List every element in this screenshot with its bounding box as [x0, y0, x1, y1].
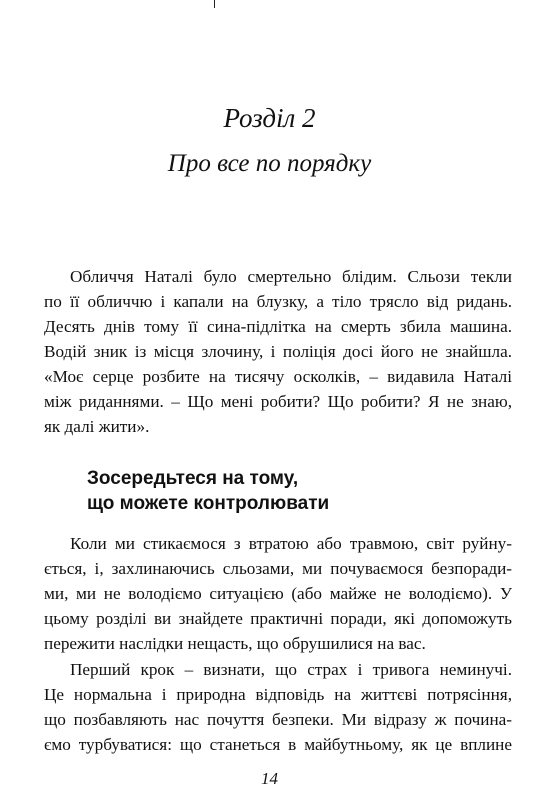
paragraph-line: Обличчя Наталі було смертельно блідим. Сльози текли: [70, 267, 512, 286]
section-heading-line: Зосередьтеся на тому,: [87, 468, 299, 489]
paragraph-line: Водій зник із місця злочину, і поліція досі його не знайшла.: [44, 342, 512, 361]
chapter-title: Про все по порядку: [167, 150, 372, 177]
scan-mark: [214, 0, 215, 8]
paragraph-line: між риданнями. – Що мені робити? Що робити? Я не знаю,: [44, 392, 512, 411]
paragraph-line: Коли ми стикаємося з втратою або травмою, світ руйну-: [70, 534, 512, 553]
paragraph-line: що позбавляють нас почуття безпеки. Ми відразу ж почина-: [44, 710, 512, 729]
page-number: 14: [261, 769, 278, 788]
paragraph-focus: [44, 531, 512, 656]
paragraph-line: ємо турбуватися: що станеться в майбутньому, як це вплине: [44, 735, 512, 754]
paragraph-line: пережити наслідки нещасть, що обрушилися на вас.: [44, 634, 426, 653]
paragraph-line: «Моє серце розбите на тисячу осколків, – видавила Наталі: [44, 367, 512, 386]
paragraph-first-step: [44, 657, 512, 757]
paragraph-line: цьому розділі ви знайдете практичні поради, які допоможуть: [44, 609, 512, 628]
section-heading-line: що можете контролювати: [87, 493, 330, 514]
paragraph-intro: [44, 264, 512, 439]
paragraph-line: як далі жити».: [44, 417, 150, 436]
paragraph-line: Перший крок – визнати, що страх і тривога неминучі.: [70, 660, 512, 679]
paragraph-line: по її обличчю і капали на блузку, а тіло трясло від ридань.: [44, 292, 512, 311]
paragraph-line: ється, і, захлинаючись сльозами, ми почуваємося безпоради-: [44, 559, 512, 578]
section-heading: [87, 466, 329, 516]
paragraph-line: Десять днів тому її сина-підлітка на смерть збила машина.: [44, 317, 512, 336]
chapter-label: Розділ 2: [223, 103, 316, 133]
paragraph-line: ми, ми не володіємо ситуацією (або майже не володіємо). У: [44, 584, 512, 603]
paragraph-line: Це нормальна і природна відповідь на життєві потрясіння,: [44, 685, 512, 704]
